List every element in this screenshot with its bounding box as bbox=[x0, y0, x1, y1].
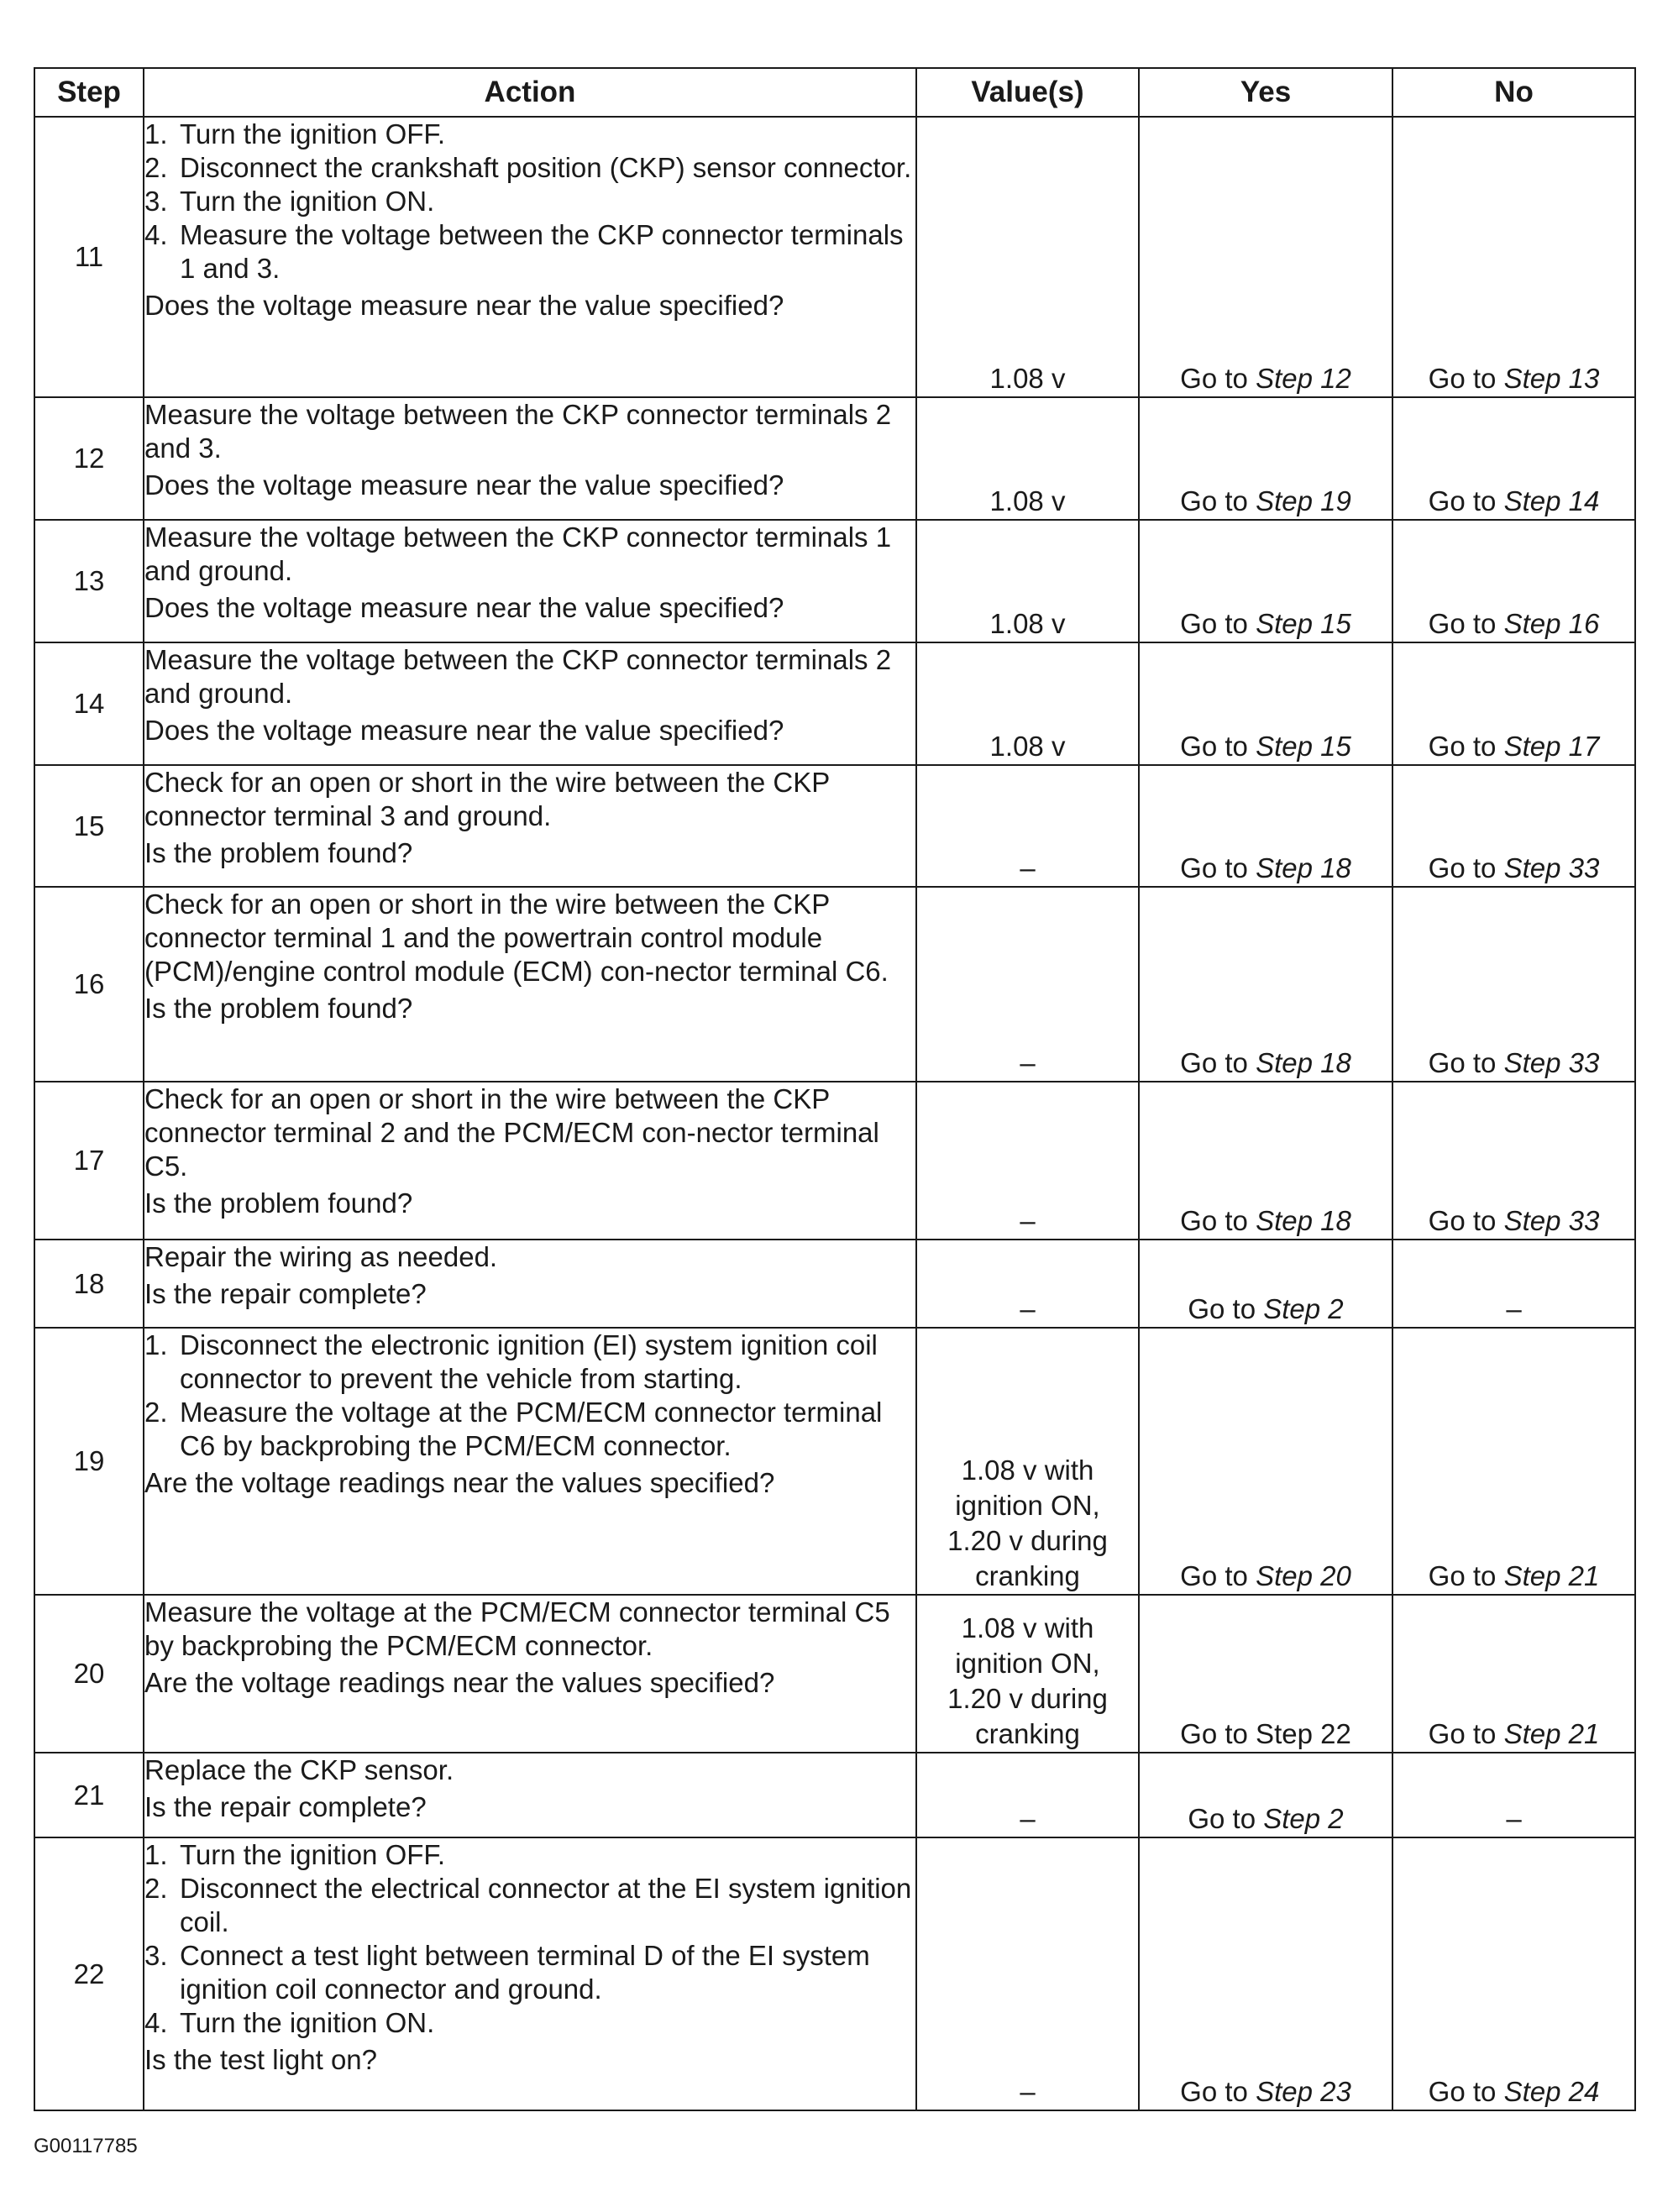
value-line: – bbox=[1020, 2076, 1036, 2107]
value-line: 1.20 v during bbox=[947, 1525, 1108, 1556]
value-line: – bbox=[1020, 1047, 1036, 1078]
yes-prefix: Go to bbox=[1180, 608, 1256, 639]
action-item-text: Turn the ignition ON. bbox=[180, 186, 435, 217]
no-prefix: Go to bbox=[1428, 1205, 1504, 1236]
action-cell bbox=[144, 117, 916, 397]
step-number: 13 bbox=[34, 520, 144, 642]
action-list-item bbox=[144, 1838, 915, 1872]
action-question: Is the problem found? bbox=[144, 837, 413, 868]
action-question: Are the voltage readings near the values specified? bbox=[144, 1667, 775, 1698]
yes-step-ref: Step 2 bbox=[1263, 1803, 1344, 1834]
yes-step-ref: Step 19 bbox=[1256, 485, 1351, 516]
table-row bbox=[34, 1753, 1635, 1837]
yes-step-ref: Step 15 bbox=[1256, 608, 1351, 639]
value-cell bbox=[916, 1753, 1139, 1837]
no-step-ref: Step 33 bbox=[1503, 852, 1600, 883]
value-line: 1.08 v bbox=[989, 363, 1066, 394]
action-cell bbox=[144, 1082, 916, 1240]
value-cell bbox=[916, 1240, 1139, 1328]
action-item-text: Turn the ignition OFF. bbox=[180, 1839, 446, 1870]
yes-step-ref: Step 18 bbox=[1256, 1205, 1351, 1236]
action-item-number: 3. bbox=[144, 186, 168, 217]
yes-prefix: Go to bbox=[1180, 1047, 1256, 1078]
yes-cell bbox=[1139, 642, 1392, 765]
action-cell bbox=[144, 765, 916, 887]
value-line: 1.08 v with bbox=[961, 1612, 1094, 1643]
no-cell bbox=[1392, 765, 1635, 887]
action-list-item bbox=[144, 1872, 915, 1939]
no-goto bbox=[1429, 1718, 1600, 1749]
step-number: 16 bbox=[34, 887, 144, 1082]
action-item-number: 4. bbox=[144, 219, 168, 250]
action-item-text: Disconnect the electrical connector at the EI system ignition coil. bbox=[180, 1873, 912, 1937]
no-prefix: Go to bbox=[1428, 1047, 1504, 1078]
yes-step-ref: Step 23 bbox=[1256, 2076, 1351, 2107]
value-line: – bbox=[1020, 852, 1036, 883]
step-number: 12 bbox=[34, 397, 144, 520]
value-cell bbox=[916, 397, 1139, 520]
no-step-ref: Step 33 bbox=[1503, 1047, 1600, 1078]
yes-cell bbox=[1139, 117, 1392, 397]
step-number: 14 bbox=[34, 642, 144, 765]
action-item-number: 1. bbox=[144, 1329, 168, 1360]
action-question: Does the voltage measure near the value specified? bbox=[144, 592, 784, 623]
yes-prefix: Go to bbox=[1180, 731, 1256, 762]
header-action: Action bbox=[144, 68, 916, 117]
yes-step-ref: Step 18 bbox=[1256, 852, 1351, 883]
action-item-text: Disconnect the electronic ignition (EI) system ignition coil connector to prevent the vehicle from starting. bbox=[180, 1329, 878, 1394]
action-list-item bbox=[144, 118, 915, 151]
no-step-ref: Step 21 bbox=[1503, 1718, 1600, 1749]
value-cell bbox=[916, 1082, 1139, 1240]
action-list-item bbox=[144, 151, 915, 185]
action-question: Is the problem found? bbox=[144, 1187, 413, 1219]
action-cell bbox=[144, 520, 916, 642]
yes-prefix: Go to bbox=[1180, 1560, 1256, 1591]
no-cell bbox=[1392, 397, 1635, 520]
action-question: Is the test light on? bbox=[144, 2044, 378, 2075]
action-item-text: Turn the ignition OFF. bbox=[180, 118, 446, 149]
yes-prefix: Go to bbox=[1188, 1293, 1264, 1324]
no-cell bbox=[1392, 520, 1635, 642]
no-goto bbox=[1506, 1803, 1521, 1834]
yes-cell bbox=[1139, 520, 1392, 642]
yes-prefix: Go to bbox=[1180, 2076, 1256, 2107]
action-item-text: Connect a test light between terminal D of the EI system ignition coil connector and ground. bbox=[180, 1940, 870, 2005]
yes-prefix: Go to bbox=[1180, 485, 1256, 516]
action-question: Is the problem found? bbox=[144, 993, 413, 1024]
step-number: 18 bbox=[34, 1240, 144, 1328]
yes-goto bbox=[1180, 731, 1351, 762]
no-prefix: – bbox=[1506, 1803, 1522, 1834]
value-line: 1.08 v bbox=[989, 485, 1066, 516]
action-cell bbox=[144, 1240, 916, 1328]
header-yes: Yes bbox=[1139, 68, 1392, 117]
no-step-ref: Step 17 bbox=[1503, 731, 1600, 762]
no-step-ref: Step 24 bbox=[1503, 2076, 1600, 2107]
action-item-number: 1. bbox=[144, 118, 168, 149]
action-item-number: 4. bbox=[144, 2007, 168, 2038]
yes-cell bbox=[1139, 1837, 1392, 2110]
no-goto bbox=[1429, 485, 1600, 516]
table-row bbox=[34, 1595, 1635, 1753]
yes-prefix: Go to bbox=[1180, 852, 1256, 883]
no-goto bbox=[1429, 1205, 1600, 1236]
action-question: Does the voltage measure near the value specified? bbox=[144, 715, 784, 746]
action-text: Repair the wiring as needed. bbox=[144, 1241, 498, 1272]
value-cell bbox=[916, 1328, 1139, 1595]
yes-goto bbox=[1180, 363, 1351, 394]
yes-step-ref: Step 18 bbox=[1256, 1047, 1351, 1078]
step-number: 19 bbox=[34, 1328, 144, 1595]
no-cell bbox=[1392, 1595, 1635, 1753]
yes-goto bbox=[1180, 608, 1351, 639]
table-row bbox=[34, 887, 1635, 1082]
no-step-ref: Step 21 bbox=[1503, 1560, 1600, 1591]
table-row bbox=[34, 1240, 1635, 1328]
action-item-text: Measure the voltage between the CKP connector terminals 1 and 3. bbox=[180, 219, 904, 284]
no-prefix: Go to bbox=[1428, 731, 1504, 762]
table-row bbox=[34, 397, 1635, 520]
yes-goto bbox=[1188, 1803, 1343, 1834]
action-cell bbox=[144, 642, 916, 765]
action-list-item bbox=[144, 218, 915, 286]
table-row bbox=[34, 520, 1635, 642]
action-question: Is the repair complete? bbox=[144, 1791, 427, 1822]
yes-step-ref: Step 15 bbox=[1256, 731, 1351, 762]
value-line: 1.08 v bbox=[989, 608, 1066, 639]
value-cell bbox=[916, 642, 1139, 765]
value-cell bbox=[916, 765, 1139, 887]
action-item-text: Turn the ignition ON. bbox=[180, 2007, 435, 2038]
no-goto bbox=[1429, 1560, 1600, 1591]
yes-prefix: Go to Step 22 bbox=[1180, 1718, 1351, 1749]
action-question: Is the repair complete? bbox=[144, 1278, 427, 1309]
header-row bbox=[34, 68, 1635, 117]
yes-step-ref: Step 2 bbox=[1263, 1293, 1344, 1324]
action-list-item bbox=[144, 1396, 915, 1463]
header-step: Step bbox=[34, 68, 144, 117]
table-row bbox=[34, 117, 1635, 397]
action-text: Measure the voltage between the CKP connector terminals 1 and ground. bbox=[144, 522, 892, 586]
figure-id: G00117785 bbox=[34, 2135, 138, 2157]
action-item-number: 1. bbox=[144, 1839, 168, 1870]
no-cell bbox=[1392, 1328, 1635, 1595]
action-question: Does the voltage measure near the value specified? bbox=[144, 290, 784, 321]
no-cell bbox=[1392, 642, 1635, 765]
header-values: Value(s) bbox=[916, 68, 1139, 117]
value-line: – bbox=[1020, 1293, 1036, 1324]
no-prefix: Go to bbox=[1428, 852, 1504, 883]
yes-cell bbox=[1139, 1595, 1392, 1753]
action-item-text: Disconnect the crankshaft position (CKP) sensor connector. bbox=[180, 152, 912, 183]
yes-cell bbox=[1139, 1328, 1392, 1595]
no-prefix: Go to bbox=[1428, 485, 1504, 516]
step-number: 17 bbox=[34, 1082, 144, 1240]
yes-goto bbox=[1188, 1293, 1343, 1324]
action-text: Measure the voltage between the CKP connector terminals 2 and ground. bbox=[144, 644, 892, 709]
yes-goto bbox=[1180, 1205, 1351, 1236]
diagnostic-table bbox=[34, 67, 1636, 2111]
yes-goto bbox=[1180, 1560, 1351, 1591]
action-question: Are the voltage readings near the values specified? bbox=[144, 1467, 775, 1498]
table-row bbox=[34, 765, 1635, 887]
action-list-item bbox=[144, 1939, 915, 2006]
no-cell bbox=[1392, 1240, 1635, 1328]
action-item-number: 2. bbox=[144, 1873, 168, 1904]
yes-goto bbox=[1180, 2076, 1351, 2107]
no-step-ref: Step 14 bbox=[1503, 485, 1600, 516]
action-cell bbox=[144, 1837, 916, 2110]
yes-prefix: Go to bbox=[1188, 1803, 1264, 1834]
yes-goto bbox=[1180, 852, 1351, 883]
no-goto bbox=[1429, 608, 1600, 639]
table-row bbox=[34, 1328, 1635, 1595]
no-goto bbox=[1506, 1293, 1521, 1324]
value-cell bbox=[916, 1595, 1139, 1753]
value-cell bbox=[916, 887, 1139, 1082]
no-goto bbox=[1429, 363, 1600, 394]
value-line: – bbox=[1020, 1205, 1036, 1236]
value-cell bbox=[916, 520, 1139, 642]
no-prefix: Go to bbox=[1428, 363, 1504, 394]
step-number: 11 bbox=[34, 117, 144, 397]
no-goto bbox=[1429, 2076, 1600, 2107]
yes-cell bbox=[1139, 1082, 1392, 1240]
action-cell bbox=[144, 1328, 916, 1595]
action-cell bbox=[144, 397, 916, 520]
action-text: Check for an open or short in the wire between the CKP connector terminal 3 and ground. bbox=[144, 767, 830, 831]
no-cell bbox=[1392, 1837, 1635, 2110]
no-step-ref: Step 13 bbox=[1503, 363, 1600, 394]
no-prefix: Go to bbox=[1428, 1560, 1504, 1591]
no-prefix: Go to bbox=[1428, 1718, 1504, 1749]
action-list-item bbox=[144, 1329, 915, 1396]
yes-cell bbox=[1139, 887, 1392, 1082]
action-list-item bbox=[144, 2006, 915, 2040]
no-step-ref: Step 33 bbox=[1503, 1205, 1600, 1236]
table-row bbox=[34, 1082, 1635, 1240]
value-line: 1.20 v during bbox=[947, 1683, 1108, 1714]
action-text: Check for an open or short in the wire between the CKP connector terminal 1 and the powertrain control module (PCM)/engine control module (ECM) con-nector terminal C6. bbox=[144, 888, 889, 987]
header-no: No bbox=[1392, 68, 1635, 117]
action-cell bbox=[144, 1595, 916, 1753]
no-goto bbox=[1429, 731, 1600, 762]
yes-cell bbox=[1139, 1753, 1392, 1837]
yes-step-ref: Step 20 bbox=[1256, 1560, 1351, 1591]
value-line: cranking bbox=[975, 1718, 1080, 1749]
yes-cell bbox=[1139, 397, 1392, 520]
yes-goto bbox=[1180, 1047, 1351, 1078]
no-cell bbox=[1392, 1082, 1635, 1240]
action-cell bbox=[144, 887, 916, 1082]
no-step-ref: Step 16 bbox=[1503, 608, 1600, 639]
no-goto bbox=[1429, 852, 1600, 883]
action-text: Measure the voltage between the CKP connector terminals 2 and 3. bbox=[144, 399, 892, 464]
table-row bbox=[34, 1837, 1635, 2110]
value-line: – bbox=[1020, 1803, 1036, 1834]
value-line: ignition ON, bbox=[955, 1648, 1100, 1679]
action-cell bbox=[144, 1753, 916, 1837]
table-body bbox=[34, 117, 1635, 2110]
action-item-text: Measure the voltage at the PCM/ECM connector terminal C6 by backprobing the PCM/ECM connector. bbox=[180, 1397, 883, 1461]
step-number: 15 bbox=[34, 765, 144, 887]
action-text: Check for an open or short in the wire between the CKP connector terminal 2 and the PCM/ECM con-nector terminal C5. bbox=[144, 1083, 879, 1182]
yes-goto bbox=[1180, 1718, 1351, 1749]
value-line: 1.08 v with bbox=[961, 1455, 1094, 1486]
no-cell bbox=[1392, 1753, 1635, 1837]
yes-step-ref: Step 12 bbox=[1256, 363, 1351, 394]
action-item-number: 3. bbox=[144, 1940, 168, 1971]
no-prefix: Go to bbox=[1428, 2076, 1504, 2107]
no-prefix: Go to bbox=[1428, 608, 1504, 639]
action-text: Replace the CKP sensor. bbox=[144, 1754, 454, 1785]
no-cell bbox=[1392, 117, 1635, 397]
step-number: 21 bbox=[34, 1753, 144, 1837]
value-cell bbox=[916, 1837, 1139, 2110]
action-text: Measure the voltage at the PCM/ECM connector terminal C5 by backprobing the PCM/ECM connector. bbox=[144, 1596, 890, 1661]
value-line: 1.08 v bbox=[989, 731, 1066, 762]
yes-cell bbox=[1139, 765, 1392, 887]
value-cell bbox=[916, 117, 1139, 397]
yes-cell bbox=[1139, 1240, 1392, 1328]
yes-prefix: Go to bbox=[1180, 363, 1256, 394]
action-item-number: 2. bbox=[144, 1397, 168, 1428]
yes-goto bbox=[1180, 485, 1351, 516]
step-number: 22 bbox=[34, 1837, 144, 2110]
table-row bbox=[34, 642, 1635, 765]
no-cell bbox=[1392, 887, 1635, 1082]
yes-prefix: Go to bbox=[1180, 1205, 1256, 1236]
value-line: ignition ON, bbox=[955, 1490, 1100, 1521]
step-number: 20 bbox=[34, 1595, 144, 1753]
action-question: Does the voltage measure near the value specified? bbox=[144, 469, 784, 501]
no-goto bbox=[1429, 1047, 1600, 1078]
action-item-number: 2. bbox=[144, 152, 168, 183]
no-prefix: – bbox=[1506, 1293, 1522, 1324]
action-list-item bbox=[144, 185, 915, 218]
value-line: cranking bbox=[975, 1560, 1080, 1591]
